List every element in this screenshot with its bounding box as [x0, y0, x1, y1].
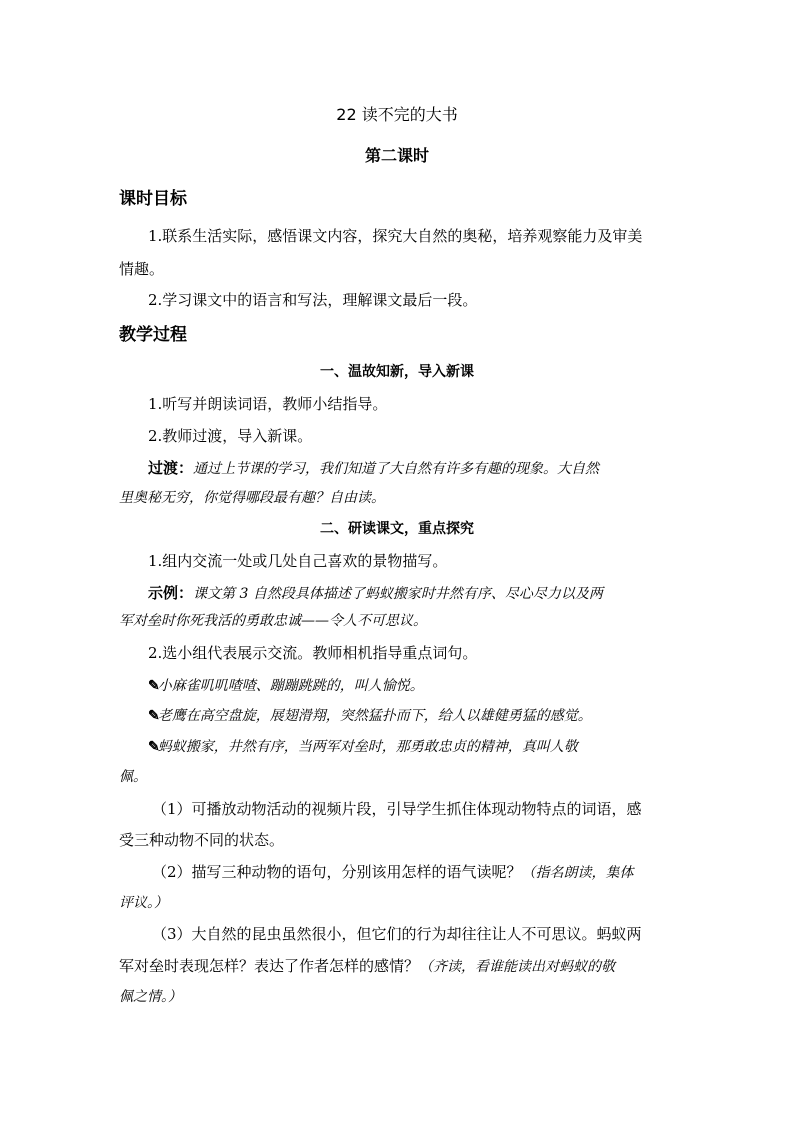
point-2-main: （2）描写三种动物的语句，分别该用怎样的语气读呢？ [152, 863, 522, 881]
point-2-line-2: 评议。） [119, 895, 168, 911]
example-line-1 [148, 583, 603, 604]
point-2-line-1 [152, 862, 634, 883]
point-2-note: （指名朗读，集体 [521, 865, 634, 881]
bullet-ants-line-1 [148, 737, 578, 757]
pen-mark-icon: ✎ [148, 678, 158, 694]
bullet-sparrow-text: 小麻雀叽叽喳喳、蹦蹦跳跳的，叫人愉悦。 [157, 678, 424, 694]
example-line-2: 军对垒时你死我活的勇敢忠诚——令人不可思议。 [119, 613, 427, 629]
point-3-line-2 [119, 956, 615, 977]
bullet-sparrow [148, 676, 424, 696]
bullet-ants-line-2: 佩。 [119, 769, 147, 785]
pen-mark-icon: ✎ [148, 739, 158, 755]
point-3-note: （齐读，看谁能读出对蚂蚁的敬 [419, 959, 616, 975]
point-3-line-1: （3）大自然的昆虫虽然很小，但它们的行为却往往让人不可思议。蚂蚁两 [152, 925, 642, 943]
transition-label: 过渡： [148, 459, 194, 477]
bullet-ants-text-1: 蚂蚁搬家，井然有序，当两军对垒时，那勇敢忠贞的精神，真叫人敬 [157, 739, 578, 755]
transition-text-1: 通过上节课的学习，我们知道了大自然有许多有趣的现象。大自然 [193, 461, 600, 477]
goal-1-line-1: 1.联系生活实际，感悟课文内容，探究大自然的奥秘，培养观察能力及审美 [148, 227, 643, 245]
pen-mark-icon: ✎ [148, 708, 158, 724]
example-text-1: 课文第 3 自然段具体描述了蚂蚁搬家时井然有序、尽心尽力以及两 [193, 586, 603, 602]
transition-line-1 [148, 458, 599, 479]
transition-line-2: 里奥秘无穷，你觉得哪段最有趣？自由读。 [119, 490, 385, 506]
lesson-title: 22 读不完的大书 [336, 105, 458, 124]
bullet-eagle-text: 老鹰在高空盘旋，展翅滑翔，突然猛扑而下，给人以雄健勇猛的感觉。 [157, 708, 592, 724]
example-label: 示例： [148, 584, 194, 602]
goals-heading: 课时目标 [119, 189, 187, 209]
point-3-line-3: 佩之情。） [119, 989, 182, 1005]
section-1-title: 一、温故知新，导入新课 [320, 364, 474, 380]
process-heading: 教学过程 [119, 325, 187, 345]
section-2-title: 二、研读课文，重点探究 [320, 521, 474, 537]
goal-2: 2.学习课文中的语言和写法，理解课文最后一段。 [148, 291, 478, 309]
point-3-main: 军对垒时表现怎样？表达了作者怎样的感情？ [119, 957, 420, 975]
section-1-item-1: 1.听写并朗读词语，教师小结指导。 [148, 395, 388, 413]
goal-1-line-2: 情趣。 [119, 260, 165, 278]
point-1-line-2: 受三种动物不同的状态。 [119, 831, 285, 849]
section-1-item-2: 2.教师过渡，导入新课。 [148, 427, 313, 445]
bullet-eagle [148, 706, 592, 726]
lesson-subtitle: 第二课时 [364, 146, 429, 165]
point-1-line-1: （1）可播放动物活动的视频片段，引导学生抓住体现动物特点的词语，感 [152, 800, 642, 818]
section-2-item-1: 1.组内交流一处或几处自己喜欢的景物描写。 [148, 552, 448, 570]
section-2-item-2: 2.选小组代表展示交流。教师相机指导重点词句。 [148, 644, 478, 662]
